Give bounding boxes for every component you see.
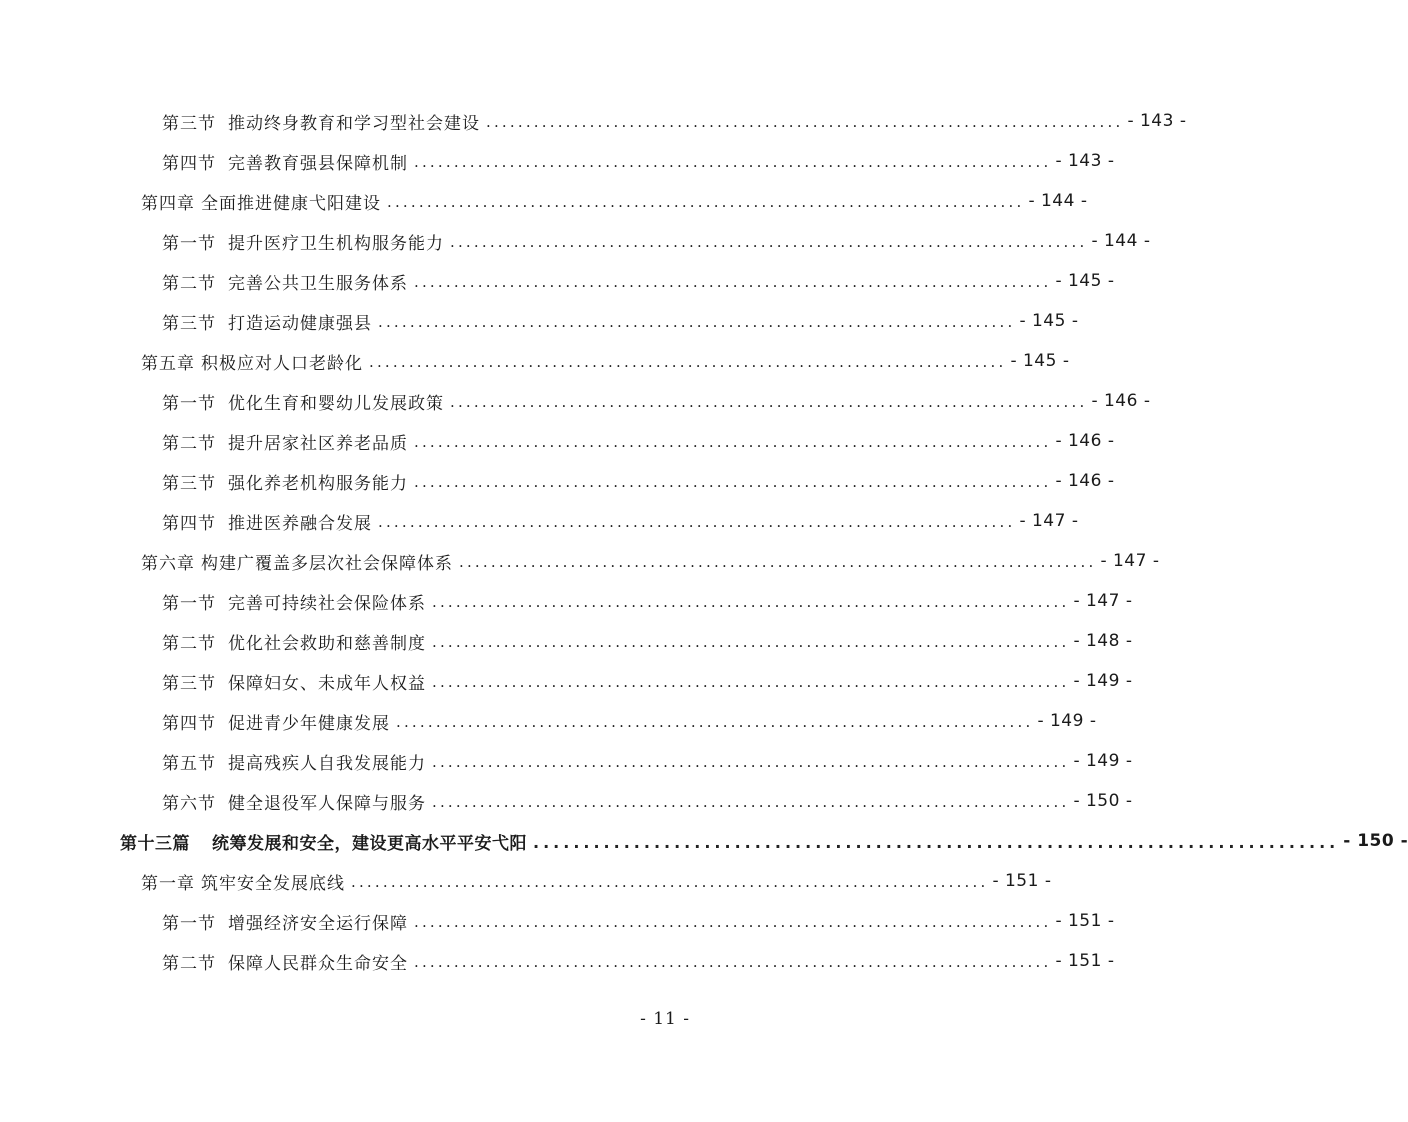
toc-entry-chapter [0, 341, 1070, 381]
toc-entry-page: - 147 - [1073, 591, 1133, 611]
toc-dot-leader: ................................................................................ [486, 113, 1124, 131]
toc-dot-leader: ................................................................................ [432, 793, 1070, 811]
toc-entry-title: 促进青少年健康发展 [228, 713, 390, 734]
toc-dot-leader: ................................................................................ [414, 273, 1052, 291]
toc-entry-title: 强化养老机构服务能力 [228, 473, 408, 494]
toc-entry-title: 健全退役军人保障与服务 [228, 793, 426, 814]
toc-entry-number: 第三节 [162, 113, 216, 134]
toc-entry-title: 完善教育强县保障机制 [228, 153, 408, 174]
toc-entry-number: 第六节 [162, 793, 216, 814]
toc-dot-leader: ................................................................................ [414, 473, 1052, 491]
toc-entry-page: - 147 - [1100, 551, 1160, 571]
toc-entry-number: 第五章 [141, 353, 195, 374]
toc-entry-number: 第二节 [162, 273, 216, 294]
toc-entry-section [0, 421, 1115, 461]
toc-entry-section [0, 581, 1133, 621]
toc-entry-number: 第一节 [162, 233, 216, 254]
toc-entry-title: 筑牢安全发展底线 [201, 873, 345, 894]
toc-entry-title: 推进医养融合发展 [228, 513, 372, 534]
toc-dot-leader: ................................................................................ [533, 832, 1340, 852]
toc-entry-section [0, 661, 1133, 701]
toc-entry-page: - 151 - [1055, 911, 1115, 931]
toc-dot-leader: ................................................................................ [378, 513, 1016, 531]
toc-entry-number: 第四节 [162, 513, 216, 534]
toc-entry-section [0, 301, 1079, 341]
toc-entry-title: 完善公共卫生服务体系 [228, 273, 408, 294]
toc-entry-number: 第二节 [162, 433, 216, 454]
table-of-contents [0, 101, 1408, 981]
toc-entry-section [0, 901, 1115, 941]
toc-dot-leader: ................................................................................ [396, 713, 1034, 731]
toc-entry-page: - 151 - [1055, 951, 1115, 971]
toc-dot-leader: ................................................................................ [432, 753, 1070, 771]
toc-entry-page: - 148 - [1073, 631, 1133, 651]
toc-entry-title: 推动终身教育和学习型社会建设 [228, 113, 480, 134]
toc-entry-page: - 146 - [1055, 431, 1115, 451]
toc-dot-leader: ................................................................................ [387, 193, 1025, 211]
toc-entry-page: - 144 - [1028, 191, 1088, 211]
toc-entry-page: - 147 - [1019, 511, 1079, 531]
toc-entry-number: 第四节 [162, 153, 216, 174]
toc-entry-section [0, 701, 1097, 741]
toc-entry-section [0, 141, 1115, 181]
toc-dot-leader: ................................................................................ [414, 953, 1052, 971]
toc-entry-number: 第四章 [141, 193, 195, 214]
toc-dot-leader: ................................................................................ [432, 593, 1070, 611]
toc-entry-page: - 146 - [1091, 391, 1151, 411]
toc-entry-page: - 149 - [1073, 751, 1133, 771]
toc-entry-number: 第三节 [162, 313, 216, 334]
toc-entry-section [0, 101, 1187, 141]
toc-entry-number: 第六章 [141, 553, 195, 574]
toc-entry-page: - 150 - [1073, 791, 1133, 811]
toc-entry-number: 第二节 [162, 633, 216, 654]
toc-dot-leader: ................................................................................ [414, 433, 1052, 451]
toc-dot-leader: ................................................................................ [432, 673, 1070, 691]
toc-dot-leader: ................................................................................ [414, 913, 1052, 931]
toc-entry-number: 第十三篇 [120, 833, 190, 854]
toc-entry-section [0, 261, 1115, 301]
toc-entry-number: 第一节 [162, 593, 216, 614]
toc-entry-number: 第四节 [162, 713, 216, 734]
toc-entry-section [0, 221, 1151, 261]
toc-entry-chapter [0, 541, 1160, 581]
toc-entry-title: 统筹发展和安全，建设更高水平平安弋阳 [212, 833, 527, 854]
toc-entry-chapter [0, 861, 1052, 901]
toc-entry-title: 全面推进健康弋阳建设 [201, 193, 381, 214]
toc-entry-page: - 144 - [1091, 231, 1151, 251]
toc-entry-section [0, 621, 1133, 661]
toc-entry-title: 提升居家社区养老品质 [228, 433, 408, 454]
toc-dot-leader: ................................................................................ [351, 873, 989, 891]
toc-entry-number: 第一章 [141, 873, 195, 894]
toc-entry-page: - 151 - [992, 871, 1052, 891]
toc-dot-leader: ................................................................................ [459, 553, 1097, 571]
toc-entry-title: 增强经济安全运行保障 [228, 913, 408, 934]
toc-entry-section [0, 461, 1115, 501]
toc-entry-page: - 143 - [1055, 151, 1115, 171]
toc-entry-section [0, 741, 1133, 781]
page-number: - 11 - [640, 1009, 690, 1029]
toc-entry-chapter [0, 181, 1088, 221]
toc-entry-title: 积极应对人口老龄化 [201, 353, 363, 374]
toc-entry-section [0, 941, 1115, 981]
toc-entry-part [0, 821, 1408, 861]
toc-entry-section [0, 781, 1133, 821]
toc-entry-section [0, 381, 1151, 421]
toc-entry-title: 打造运动健康强县 [228, 313, 372, 334]
toc-entry-title: 完善可持续社会保险体系 [228, 593, 426, 614]
toc-dot-leader: ................................................................................ [432, 633, 1070, 651]
toc-entry-title: 提高残疾人自我发展能力 [228, 753, 426, 774]
toc-entry-page: - 149 - [1073, 671, 1133, 691]
toc-entry-number: 第二节 [162, 953, 216, 974]
toc-dot-leader: ................................................................................ [450, 393, 1088, 411]
toc-entry-number: 第一节 [162, 393, 216, 414]
toc-entry-title: 优化社会救助和慈善制度 [228, 633, 426, 654]
toc-entry-page: - 150 - [1343, 831, 1408, 851]
toc-entry-page: - 146 - [1055, 471, 1115, 491]
toc-entry-title: 保障妇女、未成年人权益 [228, 673, 426, 694]
toc-entry-title: 构建广覆盖多层次社会保障体系 [201, 553, 453, 574]
toc-dot-leader: ................................................................................ [369, 353, 1007, 371]
toc-entry-page: - 145 - [1019, 311, 1079, 331]
toc-entry-title: 提升医疗卫生机构服务能力 [228, 233, 444, 254]
toc-entry-page: - 145 - [1055, 271, 1115, 291]
toc-dot-leader: ................................................................................ [450, 233, 1088, 251]
toc-entry-title: 优化生育和婴幼儿发展政策 [228, 393, 444, 414]
toc-entry-page: - 145 - [1010, 351, 1070, 371]
toc-entry-page: - 149 - [1037, 711, 1097, 731]
toc-entry-number: 第三节 [162, 473, 216, 494]
toc-entry-title: 保障人民群众生命安全 [228, 953, 408, 974]
toc-dot-leader: ................................................................................ [414, 153, 1052, 171]
toc-entry-page: - 143 - [1127, 111, 1187, 131]
toc-entry-section [0, 501, 1079, 541]
toc-entry-number: 第五节 [162, 753, 216, 774]
toc-entry-number: 第三节 [162, 673, 216, 694]
toc-entry-number: 第一节 [162, 913, 216, 934]
toc-dot-leader: ................................................................................ [378, 313, 1016, 331]
